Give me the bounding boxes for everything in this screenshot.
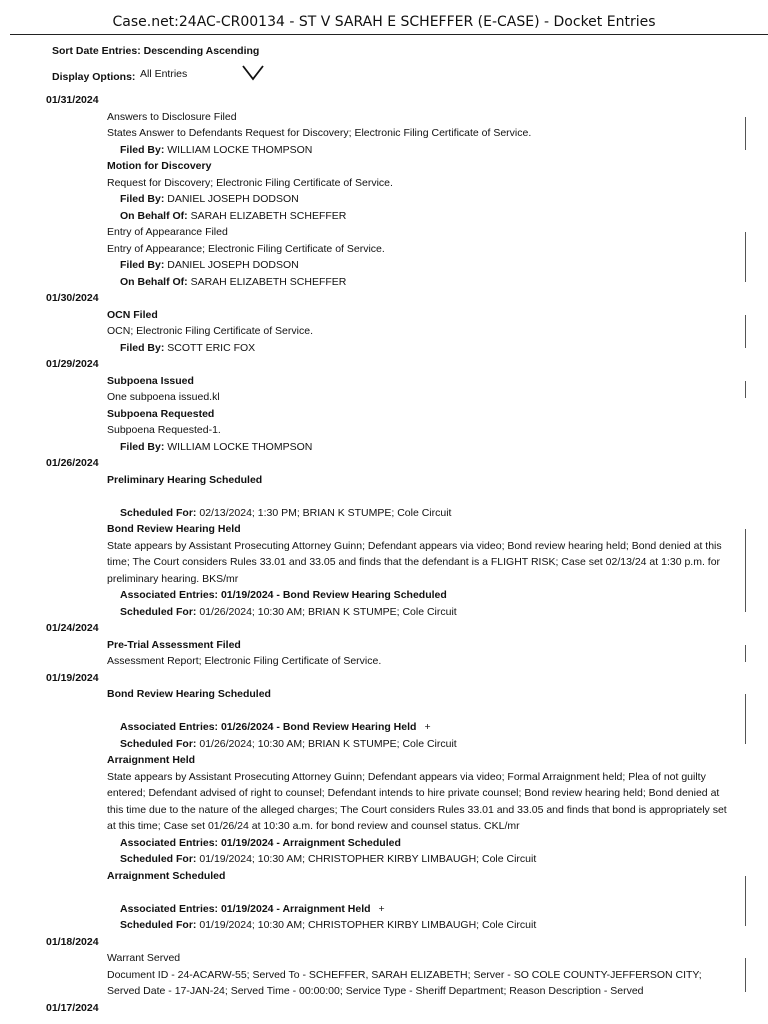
docket-entry [0,472,768,522]
detail-label: On Behalf Of: [120,209,188,222]
detail-value: DANIEL JOSEPH DODSON [167,259,299,271]
entry-detail [0,587,768,604]
entry-description: One subpoena issued.kl [107,391,220,403]
docket-entry [0,950,768,1000]
display-options-label: Display Options: [52,71,136,83]
detail-value: SARAH ELIZABETH SCHEFFER [190,209,347,222]
detail-label: Filed By: [120,440,165,453]
entry-description: Request for Discovery; Electronic Filing Certificate of Service. [107,176,393,189]
docket-entry [0,686,768,752]
sort-descending-link[interactable]: Descending [143,45,204,57]
entry-title: Subpoena Issued [107,374,194,387]
entry-title: Arraignment Scheduled [107,869,226,882]
entry-side-bar [745,876,746,926]
detail-value: WILLIAM LOCKE THOMPSON [167,440,313,453]
entry-detail [0,274,768,291]
detail-value: 01/19/2024; 10:30 AM; CHRISTOPHER KIRBY LIMBAUGH; Cole Circuit [199,853,537,865]
entry-detail [0,340,768,357]
entry-detail [0,257,768,274]
entry-date: 01/30/2024 [46,292,99,304]
entry-description: Assessment Report; Electronic Filing Certificate of Service. [107,655,382,667]
entry-description: States Answer to Defendants Request for Discovery; Electronic Filing Certificate of Service. [107,127,532,139]
detail-label: Filed By: [120,259,165,271]
expand-plus-icon[interactable]: + [378,902,385,915]
entry-date: 01/31/2024 [46,94,99,106]
docket-entry [0,307,768,357]
docket-entry [0,752,768,868]
entry-spacer [0,488,768,505]
display-options-select[interactable]: All Entries [140,68,188,80]
detail-label: Scheduled For: [120,506,197,519]
entry-title: Entry of Appearance Filed [107,226,228,238]
docket-entry [0,158,768,224]
sort-label: Sort Date Entries: [52,45,141,57]
detail-label: Associated Entries: 01/26/2024 - Bond Review Hearing Held [120,721,417,733]
entry-side-bar [745,529,746,612]
entry-date: 01/18/2024 [46,935,99,948]
entry-date: 01/26/2024 [46,457,99,469]
detail-value: SARAH ELIZABETH SCHEFFER [190,275,347,288]
entry-side-bar [745,315,746,349]
entry-detail [0,835,768,852]
entry-title: Pre-Trial Assessment Filed [107,638,241,651]
entry-title: Motion for Discovery [107,160,212,172]
detail-value: WILLIAM LOCKE THOMPSON [167,143,313,156]
docket-entry [0,109,768,159]
entry-spacer [0,884,768,901]
entry-side-bar [745,694,746,744]
sort-options [52,45,259,57]
detail-label: Scheduled For: [120,605,197,618]
chevron-down-icon[interactable] [240,63,266,83]
detail-label: Filed By: [120,341,165,354]
entry-detail [0,142,768,159]
entry-detail [0,208,768,225]
detail-label: Scheduled For: [120,853,197,865]
entry-date: 01/17/2024 [46,1001,99,1014]
entry-spacer [0,703,768,720]
entry-side-bar [745,232,746,282]
entry-side-bar [745,117,746,151]
detail-label: Associated Entries: 01/19/2024 - Arraignment Scheduled [120,836,401,849]
expand-plus-icon[interactable]: + [424,721,431,733]
docket-entry [0,868,768,934]
entry-detail [0,719,768,736]
entry-detail [0,604,768,621]
detail-value: SCOTT ERIC FOX [167,341,256,354]
entry-title: Answers to Disclosure Filed [107,110,237,123]
entry-title: Bond Review Hearing Held [107,523,241,535]
entry-title: Subpoena Requested [107,407,215,420]
entry-description: OCN; Electronic Filing Certificate of Service. [107,325,313,337]
entry-date: 01/29/2024 [46,358,99,370]
entry-side-bar [745,645,746,662]
detail-label: Scheduled For: [120,737,197,750]
detail-label: Filed By: [120,143,165,156]
entry-detail [0,851,768,868]
title-divider [10,34,768,35]
docket-entry [0,521,768,620]
entry-detail [0,191,768,208]
entry-title: Warrant Served [107,952,181,964]
entry-description: State appears by Assistant Prosecuting Attorney Guinn; Defendant appears via video; Bond review hearing held; Bond denied at this time; The Court considers Rules 33.01 and 33.05 and finds that the defendant is a FLIGHT RISK; Case set 02/13/24 at 1:30 p.m. for preliminary hearing. BKS/mr [107,539,722,585]
detail-label: Filed By: [120,193,165,205]
entry-description: Subpoena Requested-1. [107,424,221,436]
detail-value: 01/26/2024; 10:30 AM; BRIAN K STUMPE; Cole Circuit [199,737,457,750]
entry-detail [0,505,768,522]
docket-entry [0,224,768,290]
entry-date: 01/19/2024 [46,671,99,684]
docket-entry [0,406,768,456]
detail-value: 02/13/2024; 1:30 PM; BRIAN K STUMPE; Cole Circuit [199,506,452,519]
entry-side-bar [745,381,746,398]
detail-label: Associated Entries: 01/19/2024 - Arraignment Held [120,902,371,915]
entry-description: Entry of Appearance; Electronic Filing Certificate of Service. [107,242,385,255]
page-title: Case.net:24AC-CR00134 - ST V SARAH E SCHEFFER (E-CASE) - Docket Entries [112,14,656,30]
entry-date: 01/24/2024 [46,622,99,634]
detail-value: DANIEL JOSEPH DODSON [167,193,299,205]
entry-detail [0,439,768,456]
entry-title: Arraignment Held [107,754,196,766]
entry-side-bar [745,958,746,992]
docket-entries [0,92,768,1016]
docket-entry [0,373,768,406]
detail-label: Associated Entries: 01/19/2024 - Bond Review Hearing Scheduled [120,589,447,601]
entry-description: Document ID - 24-ACARW-55; Served To - SCHEFFER, SARAH ELIZABETH; Server - SO COLE COUNTY-JEFFERSON CITY; Served Date - 17-JAN-24; Served Time - 00:00:00; Service Type - Sheriff Department; Reason Description - Served [107,968,702,997]
entry-detail [0,901,768,918]
entry-description: State appears by Assistant Prosecuting Attorney Guinn; Defendant appears via video; Formal Arraignment held; Plea of not guilty entered; Defendant advised of right to counsel; Defendant intends to hire private counsel; Bond review hearing held; Bond denied at this time due to the nature of the alleged charges; The Court considers Rules 33.01 and 33.05 and finds that bond is appropriately set at this time; Case set 01/26/24 at 10:30 a.m. for bond review and counsel status. CKL/mr [107,770,727,832]
entry-detail [0,736,768,753]
detail-label: On Behalf Of: [120,275,188,288]
entry-title: Preliminary Hearing Scheduled [107,473,263,486]
detail-value: 01/26/2024; 10:30 AM; BRIAN K STUMPE; Cole Circuit [199,605,457,618]
detail-label: Scheduled For: [120,919,197,931]
entry-detail [0,917,768,934]
docket-entry [0,637,768,670]
entry-title: Bond Review Hearing Scheduled [107,688,271,700]
sort-ascending-link[interactable]: Ascending [205,45,260,57]
detail-value: 01/19/2024; 10:30 AM; CHRISTOPHER KIRBY LIMBAUGH; Cole Circuit [199,919,537,931]
entry-title: OCN Filed [107,308,158,321]
